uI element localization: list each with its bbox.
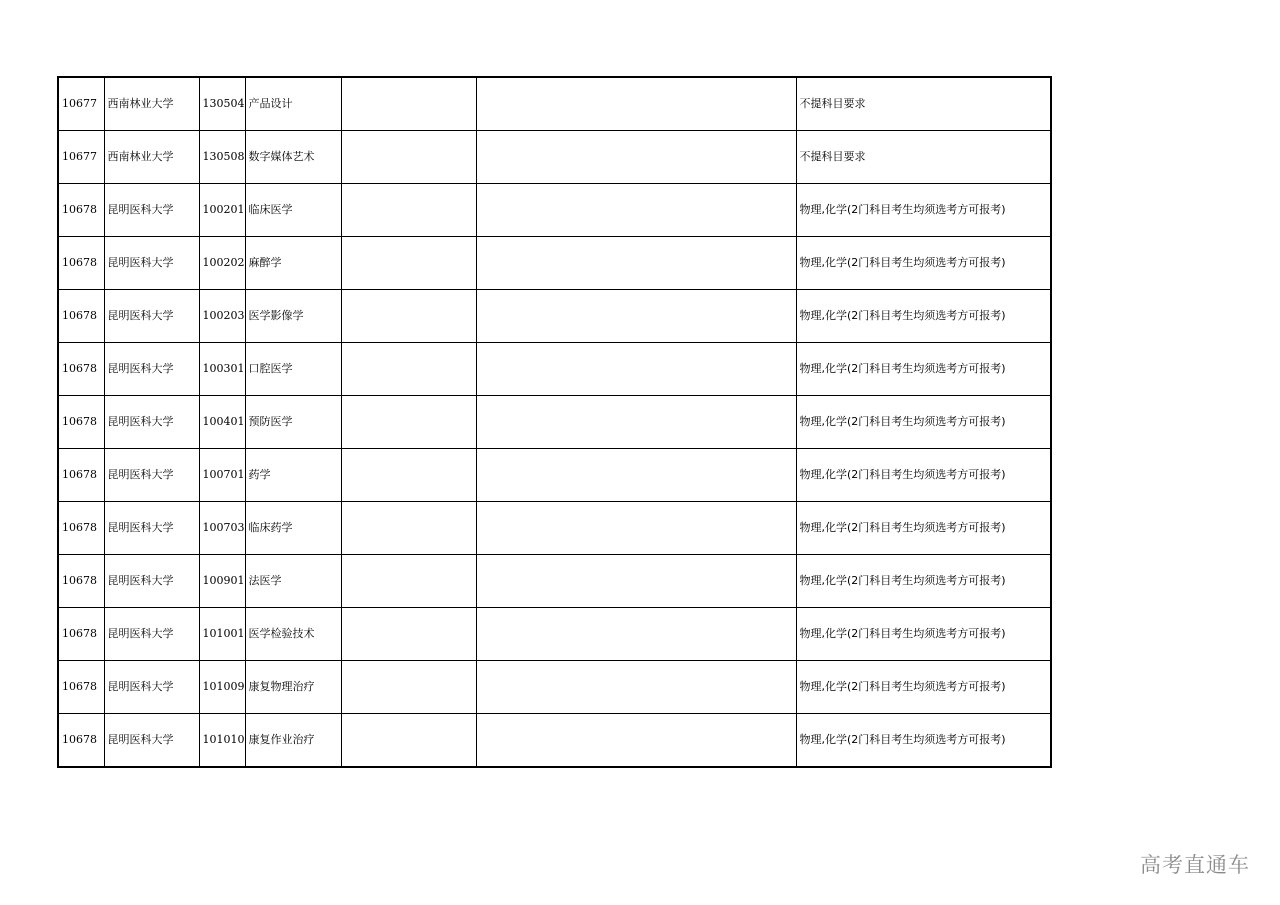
major-code-cell: 100901 xyxy=(199,555,245,608)
school-name-cell: 西南林业大学 xyxy=(104,131,199,184)
empty-cell xyxy=(476,290,796,343)
major-name-cell: 医学影像学 xyxy=(245,290,341,343)
table-row xyxy=(58,396,1051,449)
school-code-cell: 10678 xyxy=(58,608,104,661)
empty-cell xyxy=(476,608,796,661)
major-code-cell: 101009 xyxy=(199,661,245,714)
subject-requirement-cell: 物理,化学(2门科目考生均须选考方可报考) xyxy=(796,184,1051,237)
subject-requirement-cell: 物理,化学(2门科目考生均须选考方可报考) xyxy=(796,449,1051,502)
school-name-cell: 西南林业大学 xyxy=(104,77,199,131)
major-name-cell: 康复物理治疗 xyxy=(245,661,341,714)
major-name-cell: 药学 xyxy=(245,449,341,502)
empty-cell xyxy=(476,661,796,714)
school-name-cell: 昆明医科大学 xyxy=(104,396,199,449)
empty-cell xyxy=(476,131,796,184)
major-code-cell: 100202 xyxy=(199,237,245,290)
empty-cell xyxy=(476,714,796,768)
major-name-cell: 临床医学 xyxy=(245,184,341,237)
major-name-cell: 数字媒体艺术 xyxy=(245,131,341,184)
table-row xyxy=(58,449,1051,502)
major-name-cell: 口腔医学 xyxy=(245,343,341,396)
subject-requirement-cell: 物理,化学(2门科目考生均须选考方可报考) xyxy=(796,661,1051,714)
major-code-cell: 100201 xyxy=(199,184,245,237)
major-name-cell: 法医学 xyxy=(245,555,341,608)
subject-requirement-cell: 物理,化学(2门科目考生均须选考方可报考) xyxy=(796,608,1051,661)
major-code-cell: 101010 xyxy=(199,714,245,768)
subject-requirement-cell: 物理,化学(2门科目考生均须选考方可报考) xyxy=(796,237,1051,290)
empty-cell xyxy=(476,184,796,237)
school-name-cell: 昆明医科大学 xyxy=(104,502,199,555)
table-row xyxy=(58,77,1051,131)
empty-cell xyxy=(476,502,796,555)
table-row xyxy=(58,290,1051,343)
subject-requirement-cell: 物理,化学(2门科目考生均须选考方可报考) xyxy=(796,502,1051,555)
empty-cell xyxy=(341,184,476,237)
empty-cell xyxy=(341,343,476,396)
table-row xyxy=(58,184,1051,237)
school-name-cell: 昆明医科大学 xyxy=(104,555,199,608)
empty-cell xyxy=(341,661,476,714)
school-code-cell: 10678 xyxy=(58,237,104,290)
major-code-cell: 100401 xyxy=(199,396,245,449)
watermark-text: 高考直通车 xyxy=(1140,853,1250,877)
empty-cell xyxy=(476,77,796,131)
school-code-cell: 10678 xyxy=(58,502,104,555)
school-code-cell: 10678 xyxy=(58,343,104,396)
school-code-cell: 10677 xyxy=(58,77,104,131)
school-name-cell: 昆明医科大学 xyxy=(104,449,199,502)
school-code-cell: 10678 xyxy=(58,449,104,502)
school-name-cell: 昆明医科大学 xyxy=(104,661,199,714)
empty-cell xyxy=(341,396,476,449)
table-row xyxy=(58,714,1051,768)
major-name-cell: 康复作业治疗 xyxy=(245,714,341,768)
major-code-cell: 130508 xyxy=(199,131,245,184)
admission-requirements-table xyxy=(57,76,1052,768)
table-row xyxy=(58,661,1051,714)
empty-cell xyxy=(476,396,796,449)
school-code-cell: 10677 xyxy=(58,131,104,184)
empty-cell xyxy=(341,608,476,661)
major-name-cell: 产品设计 xyxy=(245,77,341,131)
school-name-cell: 昆明医科大学 xyxy=(104,184,199,237)
school-name-cell: 昆明医科大学 xyxy=(104,343,199,396)
school-code-cell: 10678 xyxy=(58,661,104,714)
empty-cell xyxy=(341,555,476,608)
school-code-cell: 10678 xyxy=(58,290,104,343)
major-name-cell: 麻醉学 xyxy=(245,237,341,290)
empty-cell xyxy=(476,343,796,396)
table-row xyxy=(58,555,1051,608)
subject-requirement-cell: 不提科目要求 xyxy=(796,131,1051,184)
major-code-cell: 130504 xyxy=(199,77,245,131)
table-row xyxy=(58,343,1051,396)
table-row xyxy=(58,131,1051,184)
school-name-cell: 昆明医科大学 xyxy=(104,608,199,661)
subject-requirement-cell: 物理,化学(2门科目考生均须选考方可报考) xyxy=(796,555,1051,608)
empty-cell xyxy=(341,290,476,343)
major-code-cell: 100301 xyxy=(199,343,245,396)
school-code-cell: 10678 xyxy=(58,714,104,768)
subject-requirement-cell: 不提科目要求 xyxy=(796,77,1051,131)
empty-cell xyxy=(341,131,476,184)
empty-cell xyxy=(476,237,796,290)
empty-cell xyxy=(476,555,796,608)
school-name-cell: 昆明医科大学 xyxy=(104,714,199,768)
empty-cell xyxy=(341,714,476,768)
subject-requirement-cell: 物理,化学(2门科目考生均须选考方可报考) xyxy=(796,290,1051,343)
school-name-cell: 昆明医科大学 xyxy=(104,290,199,343)
table-row xyxy=(58,608,1051,661)
subject-requirement-cell: 物理,化学(2门科目考生均须选考方可报考) xyxy=(796,396,1051,449)
empty-cell xyxy=(341,502,476,555)
table-body xyxy=(58,77,1051,767)
major-name-cell: 预防医学 xyxy=(245,396,341,449)
major-code-cell: 100701 xyxy=(199,449,245,502)
major-name-cell: 临床药学 xyxy=(245,502,341,555)
subject-requirement-cell: 物理,化学(2门科目考生均须选考方可报考) xyxy=(796,714,1051,768)
table-row xyxy=(58,502,1051,555)
major-code-cell: 100203 xyxy=(199,290,245,343)
empty-cell xyxy=(476,449,796,502)
empty-cell xyxy=(341,237,476,290)
empty-cell xyxy=(341,77,476,131)
school-name-cell: 昆明医科大学 xyxy=(104,237,199,290)
table-row xyxy=(58,237,1051,290)
school-code-cell: 10678 xyxy=(58,555,104,608)
subject-requirement-cell: 物理,化学(2门科目考生均须选考方可报考) xyxy=(796,343,1051,396)
major-code-cell: 100703 xyxy=(199,502,245,555)
empty-cell xyxy=(341,449,476,502)
school-code-cell: 10678 xyxy=(58,184,104,237)
major-code-cell: 101001 xyxy=(199,608,245,661)
major-name-cell: 医学检验技术 xyxy=(245,608,341,661)
school-code-cell: 10678 xyxy=(58,396,104,449)
